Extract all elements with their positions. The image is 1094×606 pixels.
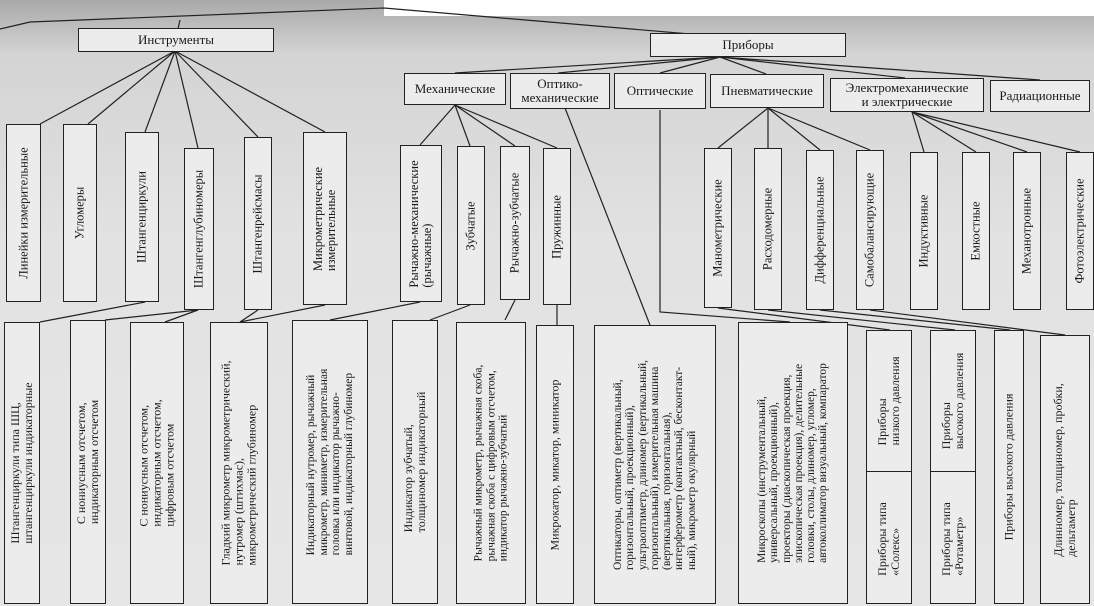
bottom-item (4, 322, 40, 604)
pneumatic-item-label: Самобалансирующие (862, 172, 877, 288)
mechanical-item-label: Пружинные (549, 194, 564, 259)
low-pressure-lower-label: Приборы типа «Солекс» (875, 501, 902, 576)
low-pressure-upper (867, 331, 911, 472)
electric-item (1013, 152, 1041, 310)
bottom-item (130, 322, 184, 604)
devices-label: Приборы (722, 37, 774, 52)
bottom-item-label: Индикаторный нутромер, рычажный микрометр, миниметр, измерительная головка или индикатор рычажно- винтовой, индикаторный глубиномер (305, 368, 355, 556)
pneumatic-item-label: Расходомерные (760, 187, 775, 271)
length-gauge-label: Длинномер, толщиномер, пробки, дельтаметр (1051, 382, 1078, 557)
pneumatic-item (856, 150, 884, 310)
bottom-item (292, 320, 368, 604)
devices-box (650, 33, 846, 57)
length-gauge-box (1040, 335, 1090, 604)
mechanical-connectors (420, 105, 557, 148)
instrument-bottom-connectors (40, 302, 325, 322)
mechanical-label: Механические (414, 81, 496, 96)
instrument-item (303, 132, 347, 305)
instruments-box (78, 28, 274, 52)
optical-label: Оптические (626, 83, 694, 98)
instrument-item (63, 124, 97, 302)
low-pressure-box (866, 330, 912, 604)
bottom-item-label: Оптикаторы, оптиметр (вертикальный, горизонтальный, проекционный), ультраоптиметр, длиномер (вертикальный, горизонтальный), измерительная машина (вертикальная, горизонтальная), интерферометр (контактный, бесконтакт- ный), микрометр окулярный (611, 359, 698, 570)
mechanical-item-label: Рычажно-зубчатые (507, 172, 522, 274)
bottom-item-label: Микроскопы (инструментальный, универсальный, проекционный), проекторы (диаскопическая проекция, эпископическая проекция), делительные головки, столы, длиномер, угломер, автоколлиматор визуальный, компаратор (756, 363, 830, 563)
bottom-item (594, 325, 716, 604)
high-pressure-box (930, 330, 976, 604)
electric-item-label: Индуктивные (916, 194, 931, 268)
mechanical-item-label: Зубчатые (463, 200, 478, 251)
low-pressure-upper-label: Приборы низкого давления (875, 356, 902, 446)
electric-item (1066, 152, 1094, 310)
mechanical-item (500, 146, 530, 300)
instrument-item (125, 132, 159, 302)
electromech-box (830, 78, 984, 112)
bottom-item-label: Рычажный микрометр, рычажная скоба, рычажная скоба с цифровым отсчетом, индикатор рычажно-зубчатый (472, 364, 510, 562)
bottom-item-label: Гладкий микрометр микрометрический, нутромер (штихмас), микрометрический глубиномер (218, 360, 259, 566)
instrument-item-label: Угломеры (72, 186, 87, 240)
electric-item-label: Механотронные (1019, 187, 1034, 275)
pneumatic-box (710, 74, 824, 108)
instrument-item-label: Штангенглубиномеры (191, 169, 206, 289)
pneumatic-connectors (718, 108, 870, 150)
pneumatic-item-label: Дифференциальные (812, 176, 827, 284)
pneumatic-item-label: Манометрические (710, 179, 725, 277)
instrument-item (6, 124, 41, 302)
instrument-item-label: Штангенциркули (134, 171, 149, 263)
high-pressure-lower-label: Приборы типа «Ротаметр» (939, 501, 966, 576)
high-pressure-upper-label: Приборы высокого давления (939, 352, 966, 450)
mechanical-box (404, 73, 506, 105)
mechanical-item (543, 148, 571, 305)
electromech-label: Электромеханические и электрические (845, 80, 969, 109)
bottom-item-label: С нониусным отсчетом, индикаторным отсчетом (74, 399, 101, 525)
bottom-item-label: Индикатор зубчатый, толщиномер индикаторный (401, 391, 428, 533)
optomechanical-box (510, 73, 610, 109)
instrument-item-label: Микрометрические измерительные (311, 166, 338, 271)
bottom-item-label: Микрокатор, микатор, миникатор (547, 378, 562, 551)
high-pressure-lower (931, 472, 975, 604)
bottom-item (210, 322, 268, 604)
instrument-item-label: Линейки измерительные (16, 147, 30, 279)
instrument-item-label: Штангенрейсмасы (250, 173, 265, 274)
mechanical-item (457, 146, 485, 305)
electric-item (962, 152, 990, 310)
electric-item-label: Фотоэлектрические (1072, 178, 1087, 284)
pneumatic-label: Пневматические (721, 83, 813, 98)
radiation-label: Радиационные (999, 88, 1081, 103)
pneumatic-item (806, 150, 834, 310)
optomechanical-label: Оптико- механические (521, 76, 599, 105)
bottom-item (456, 322, 526, 604)
instrument-item (244, 137, 272, 310)
high-pressure-devices-box (994, 330, 1024, 604)
bottom-item-label: С нониусным отсчетом, индикаторным отсчетом, цифровым отсчетом (136, 399, 177, 527)
electric-connectors (912, 112, 1080, 152)
bottom-item (738, 322, 848, 604)
radiation-box (990, 80, 1090, 112)
low-pressure-lower (867, 472, 911, 604)
bottom-item-label: Штангенциркули типа ШЦ, штангенциркули индикаторные (8, 382, 35, 544)
high-pressure-upper (931, 331, 975, 472)
bottom-item (536, 325, 574, 604)
instrument-item (184, 148, 214, 310)
bottom-item (70, 320, 106, 604)
electric-item-label: Емкостные (968, 201, 983, 261)
electric-item (910, 152, 938, 310)
optical-box (614, 73, 706, 109)
pneumatic-item (754, 148, 782, 310)
mechanical-item (400, 145, 442, 302)
pneumatic-item (704, 148, 732, 308)
optomech-connector (565, 108, 650, 325)
mechanical-item-label: Рычажно-механические (рычажные) (407, 159, 434, 288)
high-pressure-devices-label: Приборы высокого давления (1001, 393, 1016, 541)
instruments-label: Инструменты (138, 32, 214, 47)
bottom-item (392, 320, 438, 604)
